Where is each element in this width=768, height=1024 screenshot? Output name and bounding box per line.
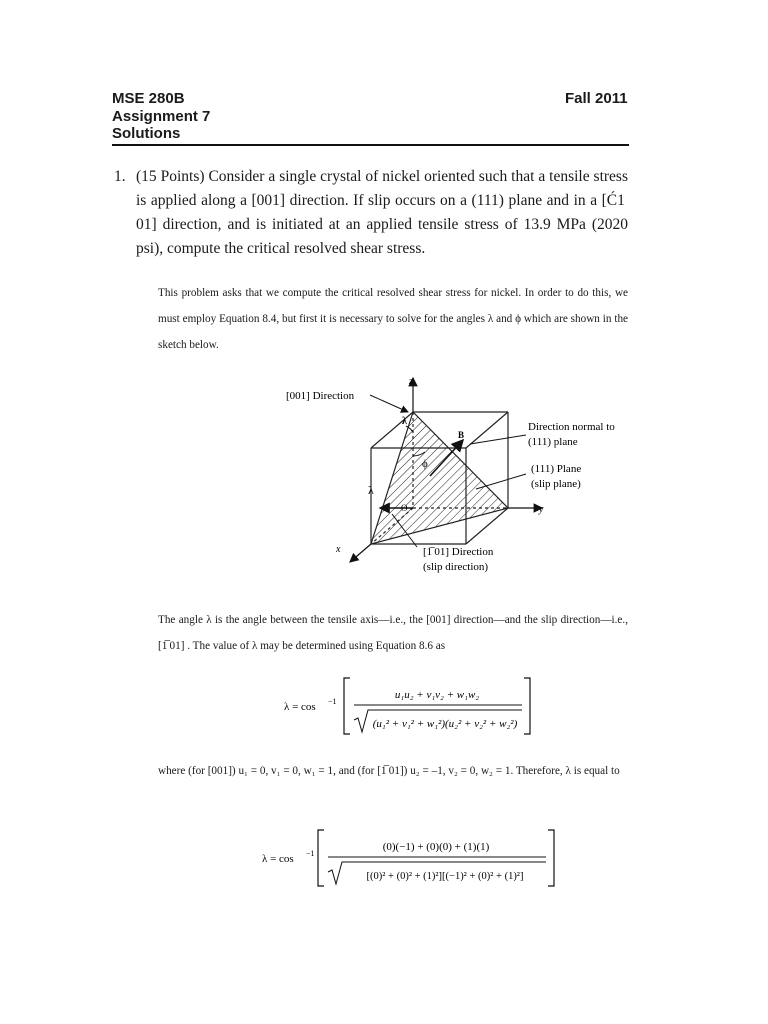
label-lambda-side: λ (368, 483, 374, 497)
label-001-direction: [001] Direction (286, 390, 355, 402)
eq2-lhs: λ = cos (262, 853, 294, 865)
label-slip-line1: [1̅ 01] Direction (423, 546, 494, 558)
equation-lambda-substituted (258, 826, 562, 890)
course-title: MSE 280B (112, 90, 185, 107)
eq2-right-bracket (548, 830, 554, 886)
label-normal-line2: (111) plane (528, 436, 578, 448)
label-point-o: O (401, 503, 408, 513)
intro-paragraph: This problem asks that we compute the critical resolved shear stress for nickel. In order to do this, we must employ Equation 8.4, but first it is necessary to solve for the angles λ and ϕ which are shown in the sketch below. (158, 287, 628, 351)
leader-normal (470, 435, 526, 444)
x-axis (350, 544, 371, 562)
label-point-b: B (458, 430, 465, 440)
question-number: 1. (114, 168, 126, 185)
label-y-axis: y (539, 504, 544, 515)
eq2-left-bracket (318, 830, 324, 886)
lambda-paragraph: The angle λ is the angle between the tensile axis—i.e., the [001] direction—and the slip direction—i.e., [1̅ 01] . The value of λ may be determined using Equation 8.6 as (158, 614, 628, 652)
leader-plane (476, 474, 526, 489)
eq1-exponent: −1 (328, 697, 337, 706)
eq1-numerator: u₁u₂ + v₁v₂ + w₁w₂ (394, 689, 480, 701)
eq2-numerator: (0)(−1) + (0)(0) + (1)(1) (382, 841, 490, 853)
label-lambda-top: λ (402, 416, 407, 427)
assignment-title: Assignment 7 (112, 108, 211, 125)
label-normal-line1: Direction normal to (528, 421, 615, 433)
eq1-denominator: (u₁² + v₁² + w₁²)(u₂² + v₂² + w₂²) (372, 718, 518, 730)
label-plane-line2: (slip plane) (531, 478, 581, 490)
question-text: (15 Points) Consider a single crystal of nickel oriented such that a tensile stress is applied along a [001] direction. If slip occurs on a (111) plane and in a [Ć1 01] direction, and is initiated at an applied tensile stress of 13.9 MPa (2020 psi), compute the critical resolved shear stress. (136, 168, 628, 257)
doc-type: Solutions (112, 125, 181, 142)
label-z-axis: z (409, 376, 413, 387)
equation-8-6 (280, 672, 570, 742)
slip-geometry-figure (280, 368, 615, 578)
eq2-exponent: −1 (306, 849, 315, 858)
label-slip-line2: (slip direction) (423, 561, 489, 573)
term-label: Fall 2011 (565, 90, 628, 107)
eq2-denominator: [(0)² + (0)² + (1)²][(−1)² + (0)² + (1)²] (366, 871, 524, 882)
label-plane-line1: (111) Plane (531, 463, 582, 475)
eq1-lhs: λ = cos (284, 701, 316, 713)
eq1-left-bracket (344, 678, 350, 734)
label-x-axis: x (336, 544, 341, 555)
question-block (114, 165, 628, 261)
leader-001 (370, 395, 408, 412)
slip-plane (371, 412, 508, 544)
header-rule (112, 144, 629, 146)
where-paragraph: where (for [001]) u₁ = 0, v₁ = 0, w₁ = 1, and (for [1̅ 01]) u₂ = –1, v₂ = 0, w₂ = 1. Therefore, λ is equal to (158, 765, 620, 777)
label-phi: ϕ (422, 458, 428, 470)
eq1-right-bracket (524, 678, 530, 734)
